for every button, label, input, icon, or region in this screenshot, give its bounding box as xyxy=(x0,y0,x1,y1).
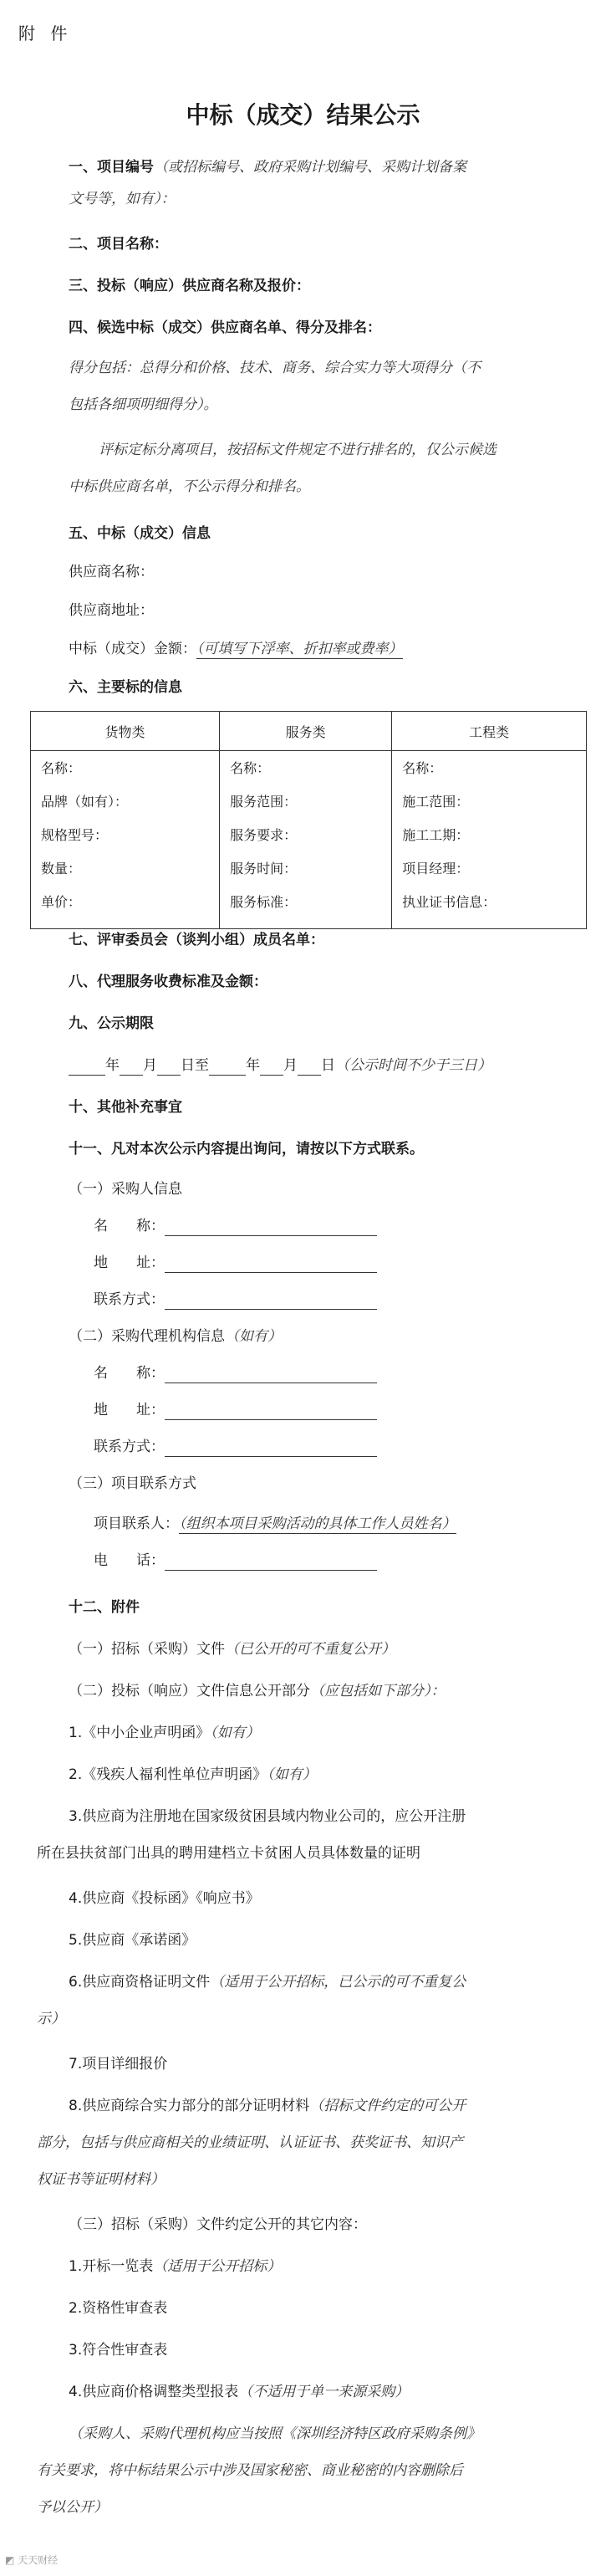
bid-amount-line xyxy=(69,639,403,659)
item-note: （招标文件约定的可公开 xyxy=(309,2098,466,2114)
service-field: 名称： xyxy=(230,760,271,776)
watermark-text: 天天财经 xyxy=(18,2554,59,2566)
goods-field: 数量： xyxy=(41,861,82,877)
agency-name-line xyxy=(94,1363,377,1383)
month-label: 月 xyxy=(283,1057,298,1074)
section-1-heading: 一、项目编号 xyxy=(69,159,154,176)
service-cell xyxy=(220,751,392,929)
section-1-line xyxy=(69,157,466,177)
agency-contact-line xyxy=(94,1437,377,1457)
attachment-2-note: （应包括如下部分）： xyxy=(310,1683,446,1699)
section-6-heading: 六、主要标的信息 xyxy=(69,679,182,696)
supplier-address-label: 供应商地址： xyxy=(69,602,154,619)
agency-info-note: （如有） xyxy=(225,1328,282,1345)
project-field: 施工范围： xyxy=(402,794,470,810)
project-phone-line xyxy=(94,1551,377,1571)
goods-field: 单价： xyxy=(41,894,82,910)
attachment-3-heading: （三）招标（采购）文件约定公开的其它内容： xyxy=(69,2216,367,2233)
project-phone-label: 电 话： xyxy=(94,1552,165,1569)
agency-contact-label: 联系方式： xyxy=(94,1439,165,1455)
publicity-period-line xyxy=(69,1055,491,1076)
project-field: 项目经理： xyxy=(402,861,470,877)
footnote-line: 予以公开） xyxy=(37,2499,108,2516)
section-4-para1-cont: 包括各细项明细得分）。 xyxy=(69,396,218,413)
list-item: 7.项目详细报价 xyxy=(69,2056,168,2073)
section-3-heading: 三、投标（响应）供应商名称及报价： xyxy=(69,278,310,294)
purchaser-contact-blank xyxy=(165,1291,377,1310)
bid-amount-label: 中标（成交）金额： xyxy=(69,641,196,657)
section-8-heading: 八、代理服务收费标准及金额： xyxy=(69,974,267,990)
project-contact-person-note: （组织本项目采购活动的具体工作人员姓名） xyxy=(179,1515,456,1532)
section-2-heading: 二、项目名称： xyxy=(69,236,168,253)
item-note: （适用于公开招标） xyxy=(153,2258,282,2275)
subject-info-table xyxy=(30,711,587,929)
purchaser-name-line xyxy=(94,1216,377,1236)
item-note: （适用于公开招标，已公示的可不重复公 xyxy=(210,1974,466,1991)
blank-month-start xyxy=(120,1056,143,1076)
item-note: （如有） xyxy=(210,1725,260,1741)
list-item-cont: 部分，包括与供应商相关的业绩证明、认证证书、获奖证书、知识产 xyxy=(37,2134,463,2151)
goods-field: 名称： xyxy=(41,760,82,776)
section-1-note: （或招标编号、政府采购计划编号、采购计划备案 xyxy=(154,159,466,176)
purchaser-contact-label: 联系方式： xyxy=(94,1291,165,1308)
footnote-line: 有关要求，将中标结果公示中涉及国家秘密、商业秘密的内容删除后 xyxy=(37,2462,463,2479)
purchaser-address-label: 地 址： xyxy=(94,1255,165,1271)
item-label: 4.供应商价格调整类型报表 xyxy=(69,2384,239,2400)
agency-address-line xyxy=(94,1400,377,1420)
agency-contact-blank xyxy=(165,1438,377,1457)
service-field: 服务标准： xyxy=(230,894,298,910)
list-item-cont: 所在县扶贫部门出具的聘用建档立卡贫困人员具体数量的证明 xyxy=(37,1845,420,1862)
list-item: 5.供应商《承诺函》 xyxy=(69,1932,196,1949)
agency-info-line xyxy=(69,1326,282,1347)
supplier-name-label: 供应商名称： xyxy=(69,564,154,580)
blank-year-end xyxy=(209,1056,246,1076)
list-item xyxy=(69,1765,317,1785)
item-label: 6.供应商资格证明文件 xyxy=(69,1974,211,1991)
section-1-note-cont: 文号等，如有）： xyxy=(69,191,176,207)
bid-amount-note: （可填写下浮率、折扣率或费率） xyxy=(196,641,403,657)
purchaser-name-label: 名 称： xyxy=(94,1218,165,1234)
table-header-row xyxy=(31,712,587,751)
blank-year-start xyxy=(69,1056,105,1076)
section-4-heading: 四、候选中标（成交）供应商名单、得分及排名： xyxy=(69,319,381,336)
agency-name-blank xyxy=(165,1364,377,1383)
service-field: 服务要求： xyxy=(230,827,298,843)
section-7-heading: 七、评审委员会（谈判小组）成员名单： xyxy=(69,932,324,948)
publicity-period-note: （公示时间不少于三日） xyxy=(335,1057,491,1074)
item-label: 2.《残疾人福利性单位声明函》 xyxy=(69,1766,267,1783)
section-4-para2-cont: 中标供应商名单，不公示得分和排名。 xyxy=(69,478,310,495)
list-item xyxy=(69,2096,466,2116)
purchaser-address-line xyxy=(94,1253,377,1273)
section-9-heading: 九、公示期限 xyxy=(69,1015,154,1032)
item-label: 1.《中小企业声明函》 xyxy=(69,1725,211,1741)
project-contact-person-label: 项目联系人： xyxy=(94,1515,179,1532)
list-item-cont: 权证书等证明材料） xyxy=(37,2171,165,2188)
section-5-heading: 五、中标（成交）信息 xyxy=(69,525,211,542)
column-header-goods: 货物类 xyxy=(31,712,220,751)
agency-info-heading: （二）采购代理机构信息 xyxy=(69,1328,225,1345)
project-contact-heading: （三）项目联系方式 xyxy=(69,1475,196,1492)
month-label: 月 xyxy=(143,1057,157,1074)
section-11-heading: 十一、凡对本次公示内容提出询问，请按以下方式联系。 xyxy=(69,1141,424,1158)
item-note: （如有） xyxy=(267,1766,317,1783)
item-note: （不适用于单一来源采购） xyxy=(238,2384,410,2400)
list-item xyxy=(69,1972,466,1992)
agency-address-label: 地 址： xyxy=(94,1402,165,1418)
item-label: 8.供应商综合实力部分的部分证明材料 xyxy=(69,2098,310,2114)
list-item: 3.符合性审查表 xyxy=(69,2342,168,2359)
list-item: 2.资格性审查表 xyxy=(69,2300,168,2317)
project-field: 施工工期： xyxy=(402,827,470,843)
column-header-project: 工程类 xyxy=(392,712,587,751)
list-item xyxy=(69,1723,260,1743)
attachment-2-label: （二）投标（响应）文件信息公开部分 xyxy=(69,1683,310,1699)
goods-cell xyxy=(31,751,220,929)
purchaser-name-blank xyxy=(165,1217,377,1236)
item-label: 1.开标一览表 xyxy=(69,2258,154,2275)
watermark-icon: ◩ xyxy=(5,2554,18,2566)
goods-field: 品牌（如有）： xyxy=(41,794,129,810)
day-to-label: 日至 xyxy=(181,1057,209,1074)
attachment-1-label: （一）招标（采购）文件 xyxy=(69,1641,225,1658)
day-label: 日 xyxy=(321,1057,335,1074)
service-field: 服务范围： xyxy=(230,794,298,810)
year-label: 年 xyxy=(105,1057,120,1074)
agency-address-blank xyxy=(165,1401,377,1420)
attachment-label: 附 件 xyxy=(18,23,73,43)
purchaser-address-blank xyxy=(165,1254,377,1273)
section-4-para2: 评标定标分离项目，按招标文件规定不进行排名的，仅公示候选 xyxy=(99,442,497,458)
list-item-cont: 示） xyxy=(37,2011,65,2027)
column-header-service: 服务类 xyxy=(220,712,392,751)
blank-day-end xyxy=(298,1056,321,1076)
purchaser-contact-line xyxy=(94,1290,377,1310)
project-field: 执业证书信息： xyxy=(402,894,497,910)
list-item xyxy=(69,2257,281,2277)
section-12-heading: 十二、附件 xyxy=(69,1599,140,1616)
project-cell xyxy=(392,751,587,929)
list-item xyxy=(69,2382,409,2402)
service-field: 服务时间： xyxy=(230,861,298,877)
section-4-para1: 得分包括：总得分和价格、技术、商务、综合实力等大项得分（不 xyxy=(69,360,481,376)
goods-field: 规格型号： xyxy=(41,827,109,843)
list-item: 4.供应商《投标函》《响应书》 xyxy=(69,1890,260,1907)
attachment-2-line xyxy=(69,1681,446,1701)
list-item: 3.供应商为注册地在国家级贫困县域内物业公司的，应公开注册 xyxy=(69,1808,466,1825)
blank-day-start xyxy=(157,1056,181,1076)
table-row xyxy=(31,751,587,929)
project-contact-person-line xyxy=(94,1514,456,1534)
page-title: 中标（成交）结果公示 xyxy=(186,101,420,129)
section-10-heading: 十、其他补充事宜 xyxy=(69,1099,182,1116)
attachment-1-note: （已公开的可不重复公开） xyxy=(225,1641,395,1658)
project-field: 名称： xyxy=(402,760,443,776)
footnote-line: （采购人、采购代理机构应当按照《深圳经济特区政府采购条例》 xyxy=(69,2425,481,2442)
attachment-1-line xyxy=(69,1639,395,1659)
agency-name-label: 名 称： xyxy=(94,1365,165,1382)
project-phone-blank xyxy=(165,1551,377,1571)
watermark xyxy=(5,2553,58,2567)
blank-month-end xyxy=(260,1056,283,1076)
purchaser-info-heading: （一）采购人信息 xyxy=(69,1181,182,1198)
year-label: 年 xyxy=(246,1057,260,1074)
